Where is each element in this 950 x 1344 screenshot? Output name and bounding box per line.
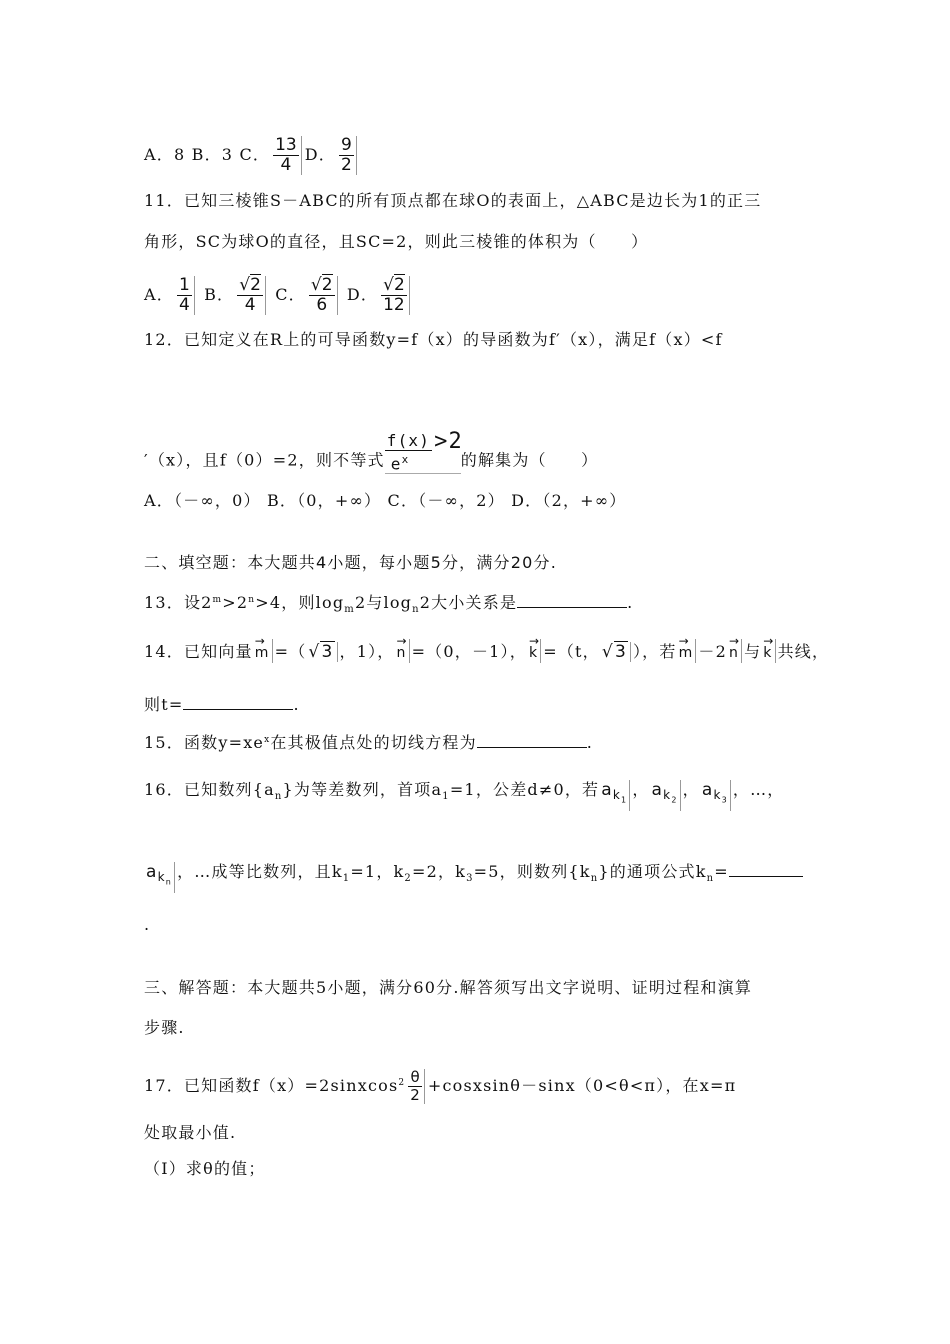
section3-title-line2: 步骤. [144,1018,185,1037]
vector-k: → k [529,639,541,663]
q11-options: A． $\frac{1}{4}$ B． $\frac{√2}{4}$ C． $\frac{√2}{6}$ D． $\frac{√2}{12}$ [144,276,413,315]
q14-line2: 则t= . [144,695,300,714]
q14-answer-blank[interactable] [183,693,293,710]
section2-title: 二、填空题：本大题共4小题，每小题5分，满分20分. [144,553,558,572]
vector-k-2: → k [763,639,775,663]
q12-options: A．（－∞，0） B．（0，+∞） C．（－∞，2） D．（2，+∞） [144,491,627,510]
a-k2-term: $a_{k_2}$ [652,780,681,811]
vector-m-2: → m [679,639,697,663]
q11-option-d-fraction: $\frac{√2}{12}$ [381,276,410,315]
a-k1-term: $a_{k_1}$ [601,780,630,811]
a-kn-term: $a_{k_n}$ [146,862,175,893]
q11-option-a-fraction: $\frac{1}{4}$ [177,276,195,315]
vector-m: → m [255,639,273,663]
q10-option-c-fraction: $\frac{13}{4}$ [273,136,302,175]
q10-option-d-fraction: $\frac{9}{2}$ [339,136,357,175]
q15-answer-blank[interactable] [477,731,587,748]
q16-line1: 16．已知数列$\{a_n\}$为等差数列，首项$a_1=1$，公差d≠0，若 $a_{k_1}$， $a_{k_2}$， $a_{k_3}$，…， [144,780,785,811]
q11-line2: 角形，SC为球O的直径，且SC=2，则此三棱锥的体积为（ ） [144,232,649,251]
q10-option-d-label: D． [304,145,336,164]
q10-options-ab: A．8 B．3 C． [144,145,271,164]
q12-line1: 12．已知定义在R上的可导函数y=f（x）的导函数为f′（x），满足f（x）<f [144,330,723,349]
q16-line2: $a_{k_n}$，…成等比数列，且$k_1=1$，$k_2=2$，$k_3=5$，则数列$\{k_n\}$的通项公式$k_n=$ [144,860,803,893]
q11-option-c-fraction: $\frac{√2}{6}$ [309,276,338,315]
q16-answer-blank[interactable] [729,860,803,877]
vector-n-2: → n [729,639,742,663]
q17-line2: 处取最小值. [144,1123,237,1142]
q16-line3: . [144,915,151,934]
q17-theta-half-fraction: $\frac{\theta}{2}$ [408,1069,425,1104]
q13-answer-blank[interactable] [517,591,627,608]
sqrt-3-a: √3 [308,642,337,662]
section3-title-line1: 三、解答题：本大题共5小题，满分60分.解答须写出文字说明、证明过程和演算 [144,978,753,997]
q15-line: 15．函数$y=xe^x$在其极值点处的切线方程为 . [144,733,594,752]
q13-line: 13．设$2^m>2^n>4$，则$\log_m2$与$\log_n2$大小关系是 . [144,593,634,616]
vector-n: → n [396,639,409,663]
q11-option-b-fraction: $\frac{√2}{4}$ [237,276,266,315]
sqrt-3-b: √3 [602,642,631,662]
q10-options [144,136,360,175]
q14-line1: 14．已知向量→ m =（ √3 ，1），→ n =（0，－1），→ k =（t， √3 ），若→ m －2→ n 与→ k 共线， [144,639,829,663]
q17-line1: 17．已知函数f（x）=2sinxcos$^2$ $\frac{\theta}{2}$ +cosxsinθ－sinx（0<θ<π），在x=π [144,1068,737,1104]
q12-line2: ′（x），且f（0）=2，则不等式 f(x) >2 $e^x$ 的解集为（ ） [144,429,599,474]
q11-line1: 11．已知三棱锥S－ABC的所有顶点都在球O的表面上，△ABC是边长为1的正三 [144,191,762,210]
a-k3-term: $a_{k_3}$ [702,780,731,811]
q17-part1: （Ⅰ）求θ的值； [144,1159,266,1178]
q12-inequality-image: f(x) >2 $e^x$ [386,429,463,474]
